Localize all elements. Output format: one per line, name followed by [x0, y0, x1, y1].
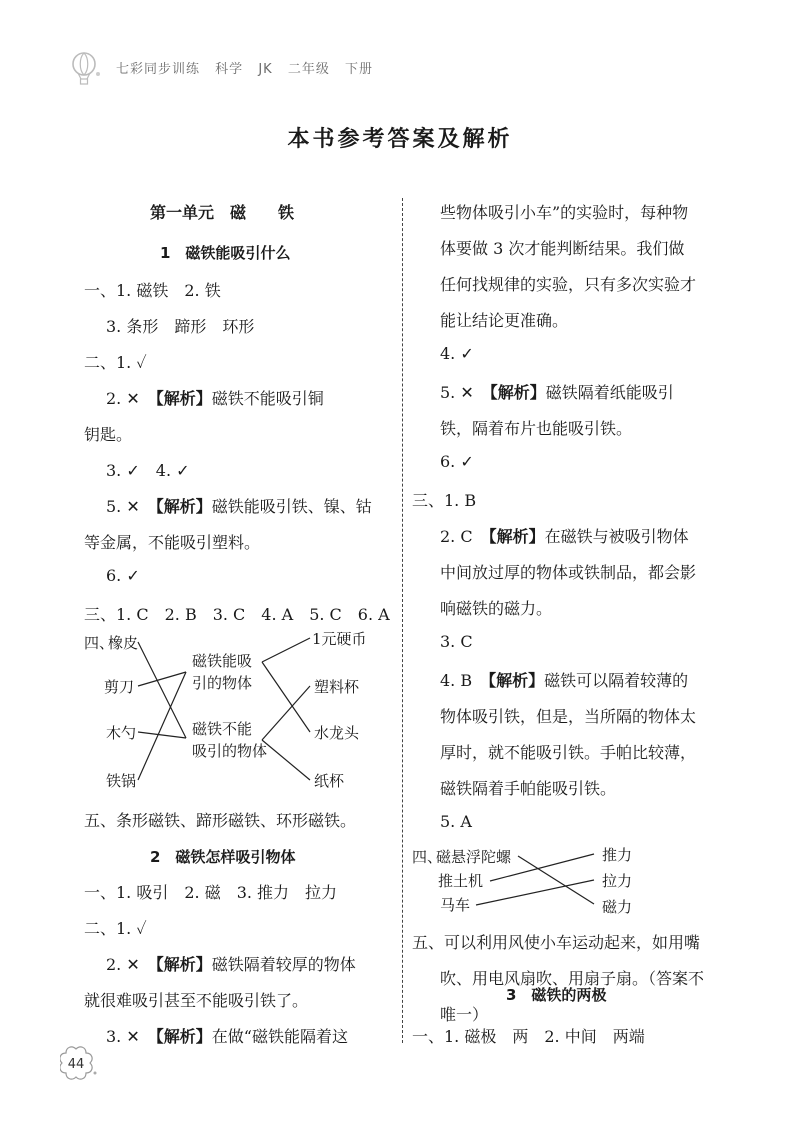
diagram-middle-item: 磁铁能吸 引的物体 — [192, 652, 253, 692]
connector-line — [518, 856, 594, 904]
lesson2-title: 2 磁铁怎样吸引物体 — [150, 848, 296, 866]
diagram-left-item: 磁悬浮陀螺 — [436, 848, 512, 866]
diagram-right-item: 推力 — [602, 846, 633, 864]
diagram-right-item: 纸杯 — [314, 772, 345, 790]
page-title: 本书参考答案及解析 — [287, 127, 513, 152]
answer-line: 3. C — [440, 632, 473, 651]
diagram-left-item: 铁锅 — [106, 772, 137, 790]
answer-line: 6. ✓ — [440, 452, 474, 471]
analysis-tag: 【解析】 — [155, 955, 212, 974]
answer-line: 3. ✓ 4. ✓ — [106, 461, 190, 480]
answer-line: 一、1. 吸引 2. 磁 3. 推力 拉力 — [84, 883, 338, 902]
analysis-tag: 【解析】 — [489, 383, 546, 402]
answer-line: 些物体吸引小车”的实验时，每种物 — [440, 203, 689, 222]
analysis-tag: 【解析】 — [155, 389, 212, 408]
diagram-prefix: 四、 — [84, 634, 115, 652]
analysis-tag: 【解析】 — [155, 1027, 212, 1046]
analysis-text: 磁铁隔着纸能吸引 — [545, 383, 674, 402]
diagram-right-item: 水龙头 — [314, 724, 360, 742]
diagram-left-item: 推土机 — [438, 872, 484, 890]
analysis-tag: 【解析】 — [488, 527, 545, 546]
answer-line: 能让结论更准确。 — [440, 311, 569, 330]
answer-line: 二、1. ✓ — [84, 353, 147, 372]
header-subject: 科学 — [215, 62, 244, 77]
answer-line: 3. 条形 蹄形 环形 — [106, 317, 255, 336]
diagram-left-item: 木勺 — [106, 724, 137, 742]
answer-line: 等金属，不能吸引塑料。 — [84, 533, 261, 552]
header-grade: 二年级 — [287, 62, 330, 77]
answer-line: 一、1. 磁铁 2. 铁 — [84, 281, 221, 300]
analysis-tag: 【解析】 — [488, 671, 545, 690]
analysis-text: 磁铁隔着较厚的物体 — [211, 955, 356, 974]
answer-number: 5. ✕ — [106, 497, 156, 516]
lesson1-title: 1 磁铁能吸引什么 — [160, 244, 291, 262]
answer-line: 响磁铁的磁力。 — [440, 599, 553, 618]
diagram-left-item: 剪刀 — [104, 678, 135, 696]
header-edition: JK — [258, 62, 273, 77]
answer-line: 唯一） — [440, 1005, 489, 1024]
diagram-left-item: 橡皮 — [108, 634, 139, 652]
page-number — [60, 1045, 100, 1081]
answer-line: 体要做 3 次才能判断结果。我们做 — [440, 239, 685, 258]
answer-line: 三、1. B — [412, 491, 477, 510]
page-number-text: 44 — [67, 1057, 85, 1072]
answer-number: 4. B — [440, 671, 489, 690]
answer-number: 2. ✕ — [106, 955, 156, 974]
answer-line: 6. ✓ — [106, 566, 140, 585]
answer-line: 任何找规律的实验，只有多次实验才 — [440, 275, 697, 294]
answer-line: 一、1. 磁极 两 2. 中间 两端 — [412, 1027, 645, 1046]
answer-line: 中间放过厚的物体或铁制品，都会影 — [440, 563, 697, 582]
answer-line: 钥匙。 — [84, 425, 133, 444]
answer-line: 五、条形磁铁、蹄形磁铁、环形磁铁。 — [84, 811, 357, 830]
unit-title: 第一单元 磁 铁 — [150, 203, 295, 222]
answer-line: 磁铁隔着手帕能吸引铁。 — [440, 779, 617, 798]
answer-line: 二、1. ✓ — [84, 919, 147, 938]
header-series: 七彩同步训练 — [116, 62, 201, 77]
answer-line: 五、可以利用风使小车运动起来，如用嘴 — [412, 933, 701, 952]
analysis-text: 磁铁能吸引铁、镍、钴 — [211, 497, 372, 516]
analysis-tag: 【解析】 — [155, 497, 212, 516]
diagram-prefix: 四、 — [412, 848, 443, 866]
connector-line — [490, 854, 594, 881]
answer-line: 4. ✓ — [440, 344, 474, 363]
diagram-middle-item: 磁铁不能 吸引的物体 — [192, 720, 268, 760]
diagram-right-item: 磁力 — [602, 898, 633, 916]
analysis-text: 在做“磁铁能隔着这 — [211, 1027, 348, 1046]
analysis-text: 磁铁不能吸引铜 — [211, 389, 324, 408]
answer-number: 2. C — [440, 527, 489, 546]
answer-line: 铁，隔着布片也能吸引铁。 — [440, 419, 633, 438]
analysis-text: 在磁铁与被吸引物体 — [544, 527, 689, 546]
answer-line: 吹、用电风扇吹、用扇子扇。（答案不 — [440, 969, 705, 988]
answer-line: 5. A — [440, 812, 472, 831]
answer-number: 3. ✕ — [106, 1027, 156, 1046]
diagram-left-item: 马车 — [440, 896, 471, 914]
header-volume: 下册 — [344, 62, 373, 77]
lesson3-title: 3 磁铁的两极 — [506, 986, 607, 1004]
diagram-right-item: 1元硬币 — [312, 630, 367, 648]
analysis-text: 磁铁可以隔着较薄的 — [544, 671, 689, 690]
answer-line: 就很难吸引甚至不能吸引铁了。 — [84, 991, 309, 1010]
answer-number: 2. ✕ — [106, 389, 156, 408]
answer-number: 5. ✕ — [440, 383, 490, 402]
answer-line: 物体吸引铁，但是，当所隔的物体太 — [440, 707, 697, 726]
diagram-right-item: 拉力 — [602, 872, 633, 890]
diagram-right-item: 塑料杯 — [314, 678, 360, 696]
answer-line: 三、1. C 2. B 3. C 4. A 5. C 6. A — [84, 605, 390, 624]
answer-line: 厚时，就不能吸引铁。手帕比较薄， — [440, 743, 697, 762]
